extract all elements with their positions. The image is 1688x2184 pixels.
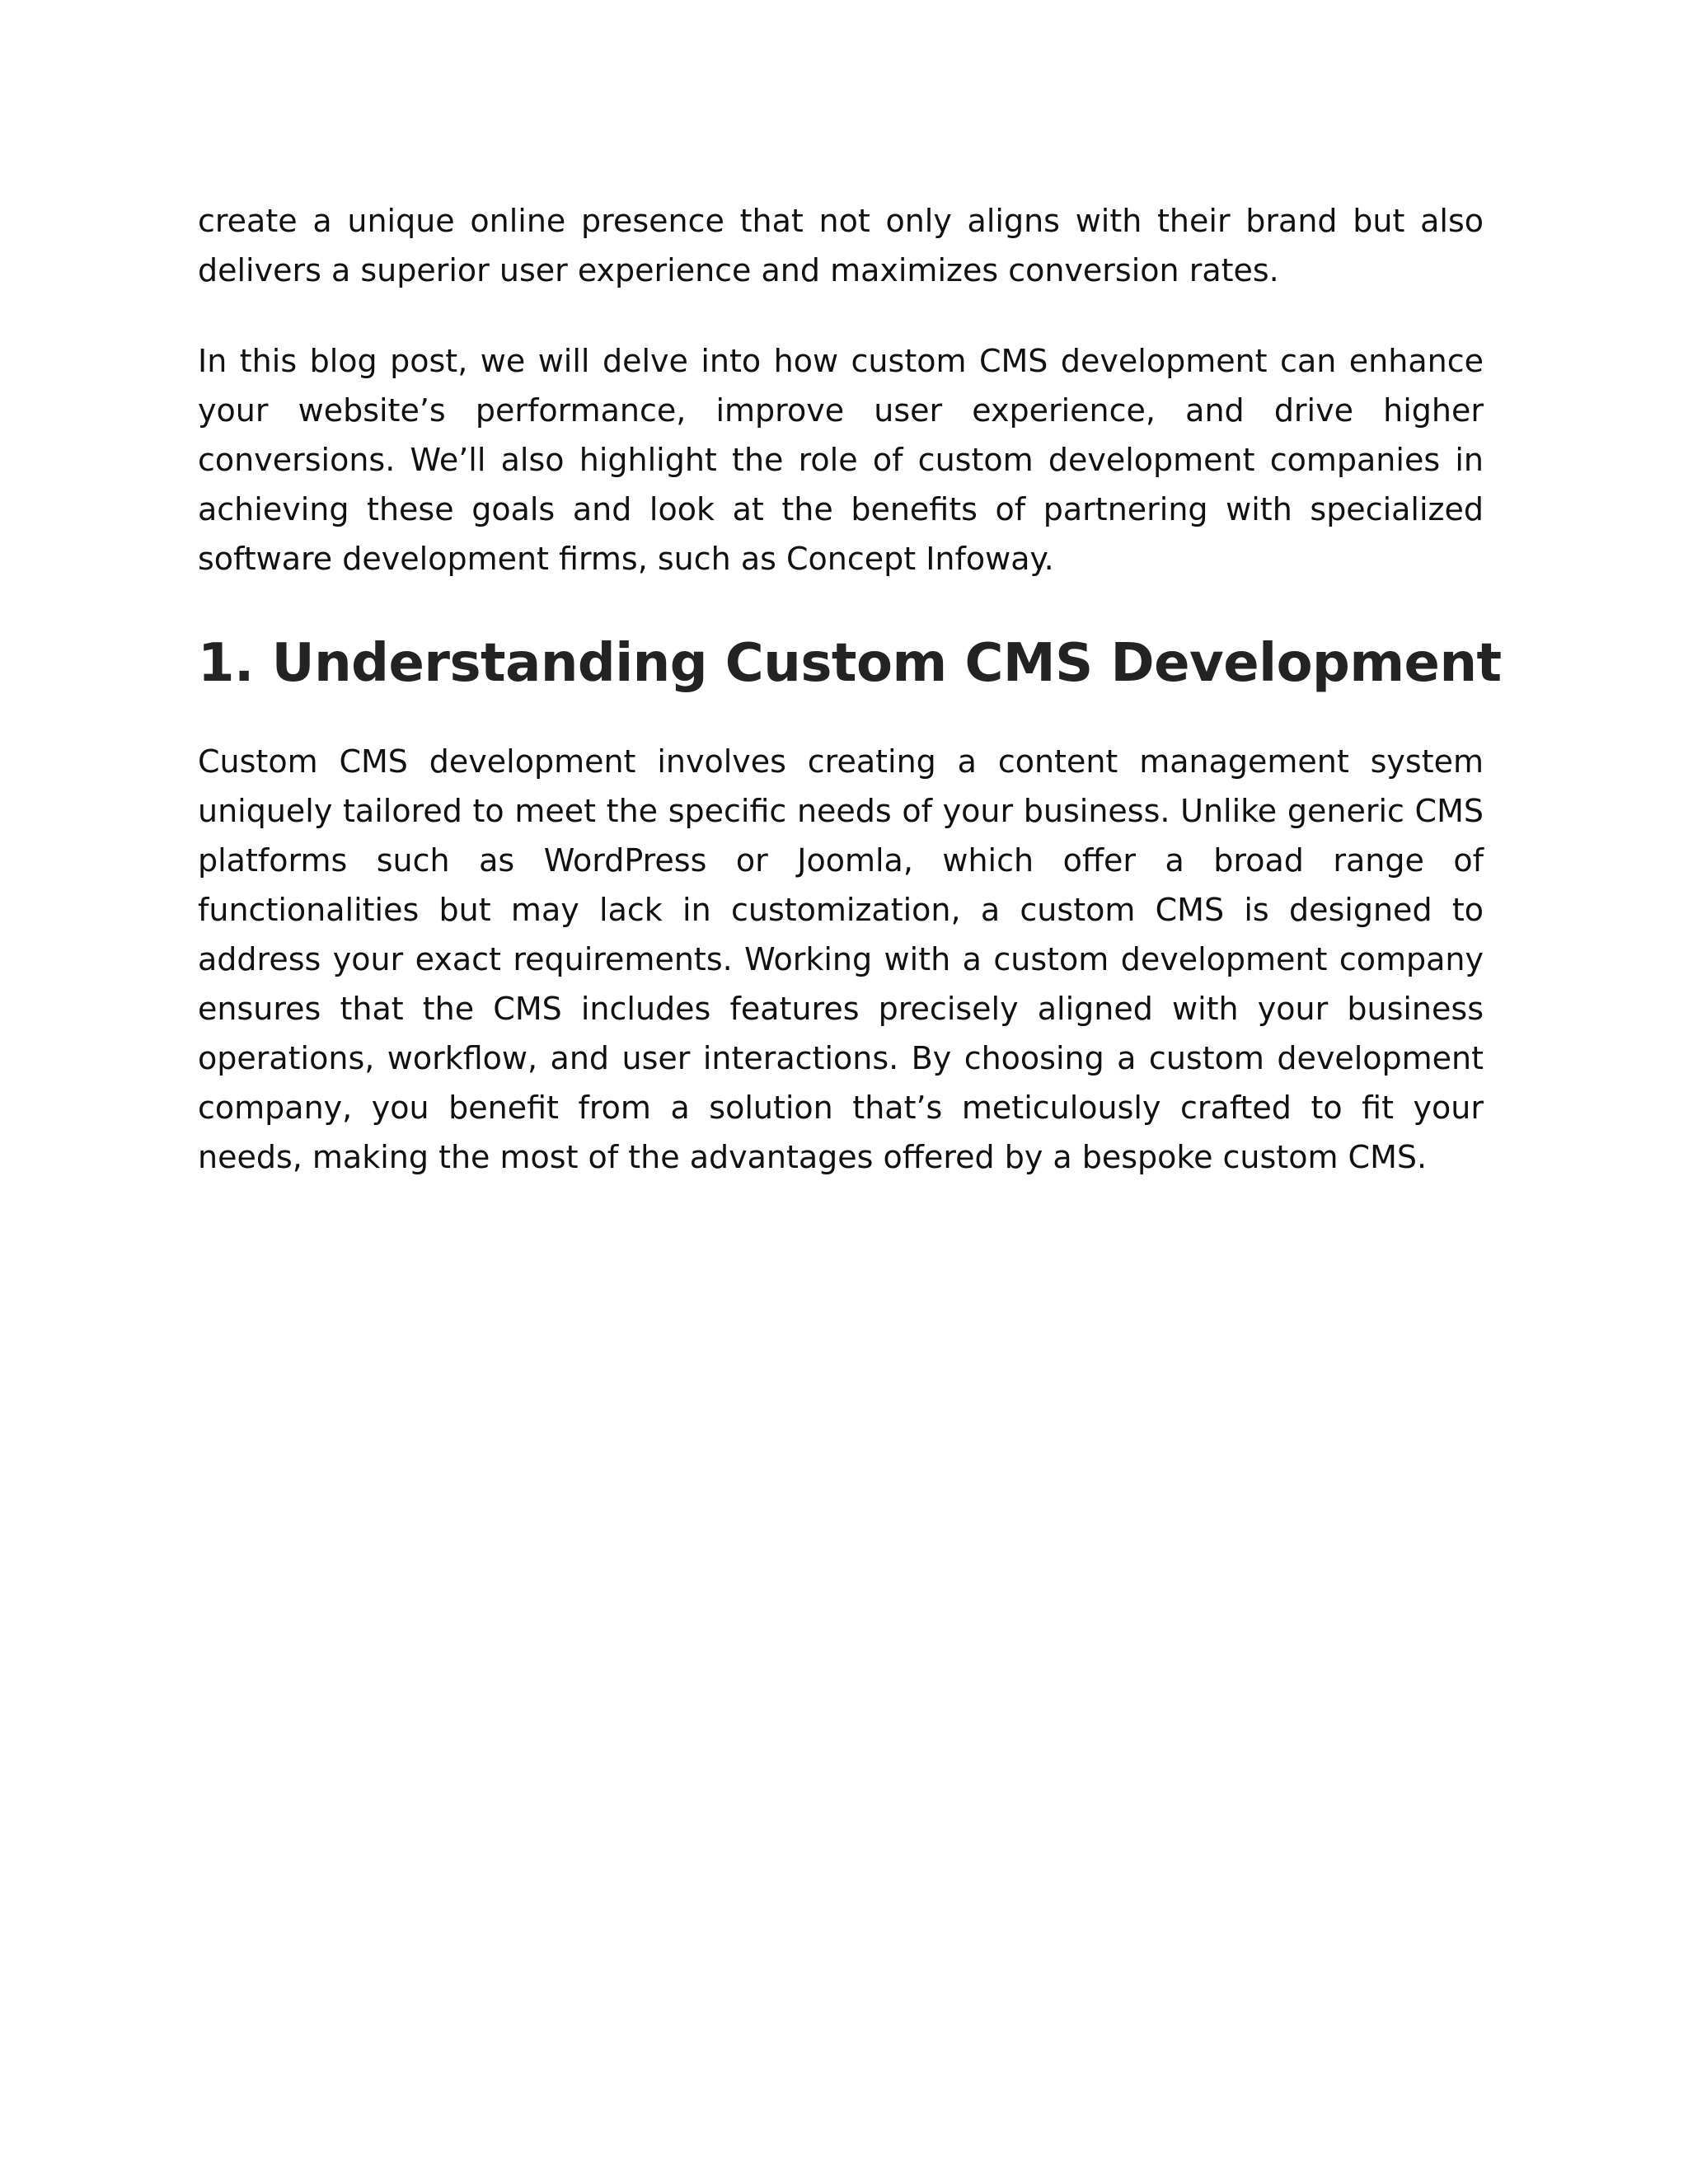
section-heading: 1. Understanding Custom CMS Development	[198, 633, 1502, 694]
document-body	[198, 196, 1502, 1182]
intro-paragraph-continued: create a unique online presence that not only aligns with their brand but also delivers a superior user experience and maximizes conversion rates.	[198, 203, 1484, 288]
blog-intro-paragraph: In this blog post, we will delve into how custom CMS development can enhance your website’s performance, improve user experience, and drive higher conversions. We’ll also highlight the role of custom development companies in achieving these goals and look at the benefits of partnering with specialized software development firms, such as Concept Infoway.	[198, 343, 1484, 577]
section-paragraph: Custom CMS development involves creating a content management system uniquely tailored to meet the specific needs of your business. Unlike generic CMS platforms such as WordPress or Joomla, which offer a broad range of functionalities but may lack in customization, a custom CMS is designed to address your exact requirements. Working with a custom development company ensures that the CMS includes features precisely aligned with your business operations, workflow, and user interactions. By choosing a custom development company, you benefit from a solution that’s meticulously crafted to fit your needs, making the most of the advantages offered by a bespoke custom CMS.	[198, 743, 1484, 1175]
